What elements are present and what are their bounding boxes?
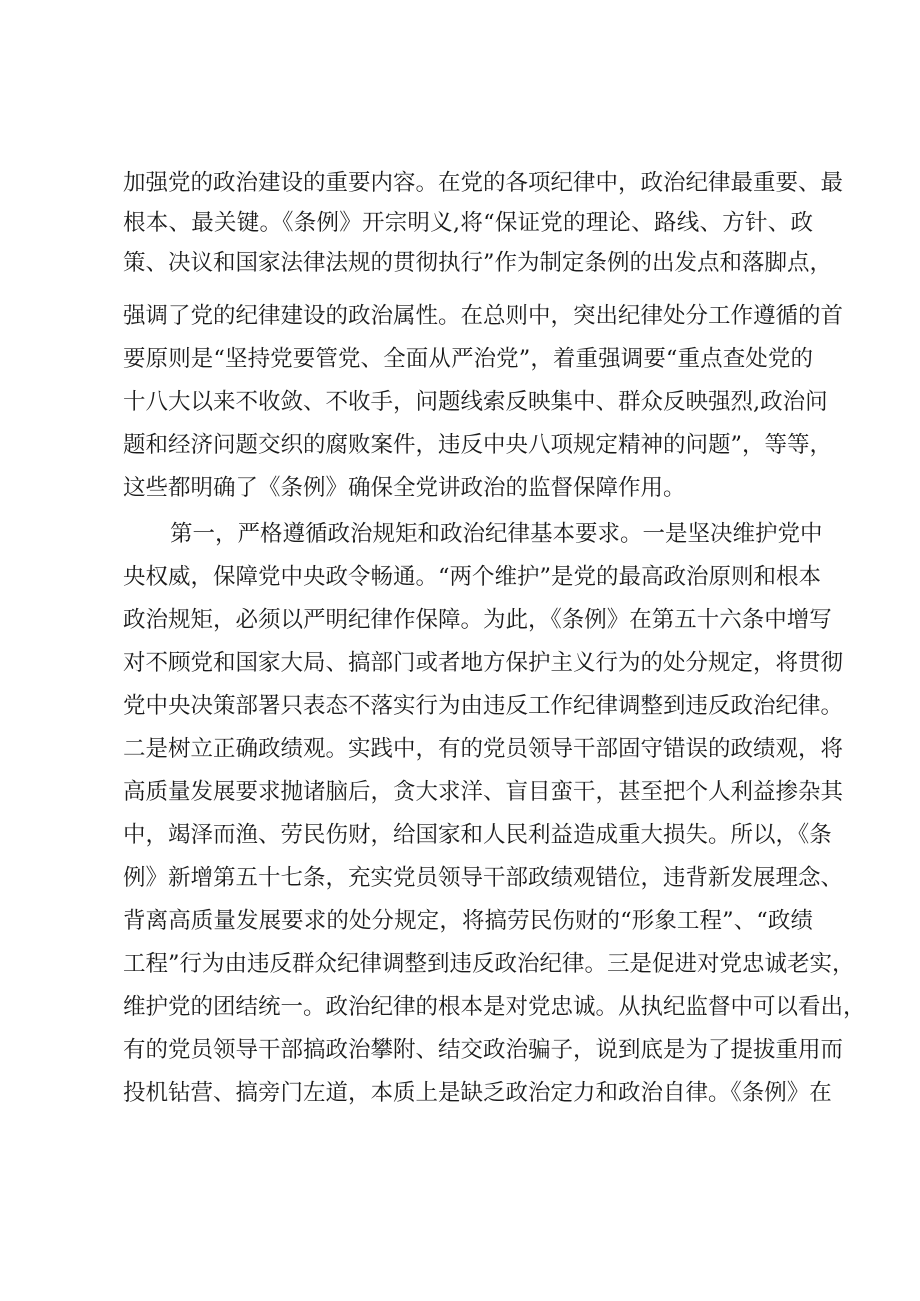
body-text-line: 二是树立正确政绩观。实践中，有的党员领导干部固守错误的政绩观，将 — [123, 736, 844, 762]
body-text-line: 中，竭泽而渔、劳民伤财，给国家和人民利益造成重大损失。所以，《条 — [123, 822, 832, 848]
body-text-line: 十八大以来不收敛、不收手，问题线索反映集中、群众反映强烈,政治问 — [123, 389, 828, 415]
body-text-line: 加强党的政治建设的重要内容。在党的各项纪律中，政治纪律最重要、最 — [123, 170, 844, 196]
body-text-line: 党中央决策部署只表态不落实行为由违反工作纪律调整到违反政治纪律。 — [123, 693, 844, 719]
body-text-line: 要原则是“坚持党要管党、全面从严治党”，着重强调要“重点查处党的 — [123, 346, 813, 372]
body-text-line: 工程”行为由违反群众纪律调整到违反政治纪律。三是促进对党忠诚老实， — [123, 951, 855, 977]
body-text-line: 投机钻营、搞旁门左道，本质上是缺乏政治定力和政治自律。《条例》在 — [123, 1080, 832, 1106]
body-text-line: 政治规矩，必须以严明纪律作保障。为此，《条例》在第五十六条中增写 — [123, 607, 832, 633]
body-text-line: 题和经济问题交织的腐败案件，违反中央八项规定精神的问题”，等等， — [123, 432, 833, 458]
body-text-line: 对不顾党和国家大局、搞部门或者地方保护主义行为的处分规定，将贯彻 — [123, 650, 844, 676]
body-text-line: 高质量发展要求抛诸脑后，贪大求洋、盲目蛮干，甚至把个人利益掺杂其 — [123, 779, 844, 805]
paragraph-first-line: 第一，严格遵循政治规矩和政治纪律基本要求。一是坚决维护党中 — [170, 521, 823, 547]
body-text-line: 策、决议和国家法律法规的贯彻执行”作为制定条例的出发点和落脚点， — [123, 250, 833, 276]
body-text-line: 这些都明确了《条例》确保全党讲政治的监督保障作用。 — [123, 475, 686, 501]
body-text-line: 强调了党的纪律建设的政治属性。在总则中，突出纪律处分工作遵循的首 — [123, 303, 844, 329]
body-text-line: 有的党员领导干部搞政治攀附、结交政治骗子，说到底是为了提拔重用而 — [123, 1037, 844, 1063]
body-text-line: 背离高质量发展要求的处分规定，将搞劳民伤财的“形象工程”、“政绩 — [123, 908, 813, 934]
body-text-line: 维护党的团结统一。政治纪律的根本是对党忠诚。从执纪监督中可以看出， — [123, 994, 866, 1020]
body-text-line: 例》新增第五十七条，充实党员领导干部政绩观错位，违背新发展理念、 — [123, 865, 844, 891]
body-text-line: 根本、最关键。《条例》开宗明义,将“保证党的理论、路线、方针、政 — [123, 210, 813, 236]
body-text-line: 央权威，保障党中央政令畅通。“两个维护”是党的最高政治原则和根本 — [123, 564, 822, 590]
